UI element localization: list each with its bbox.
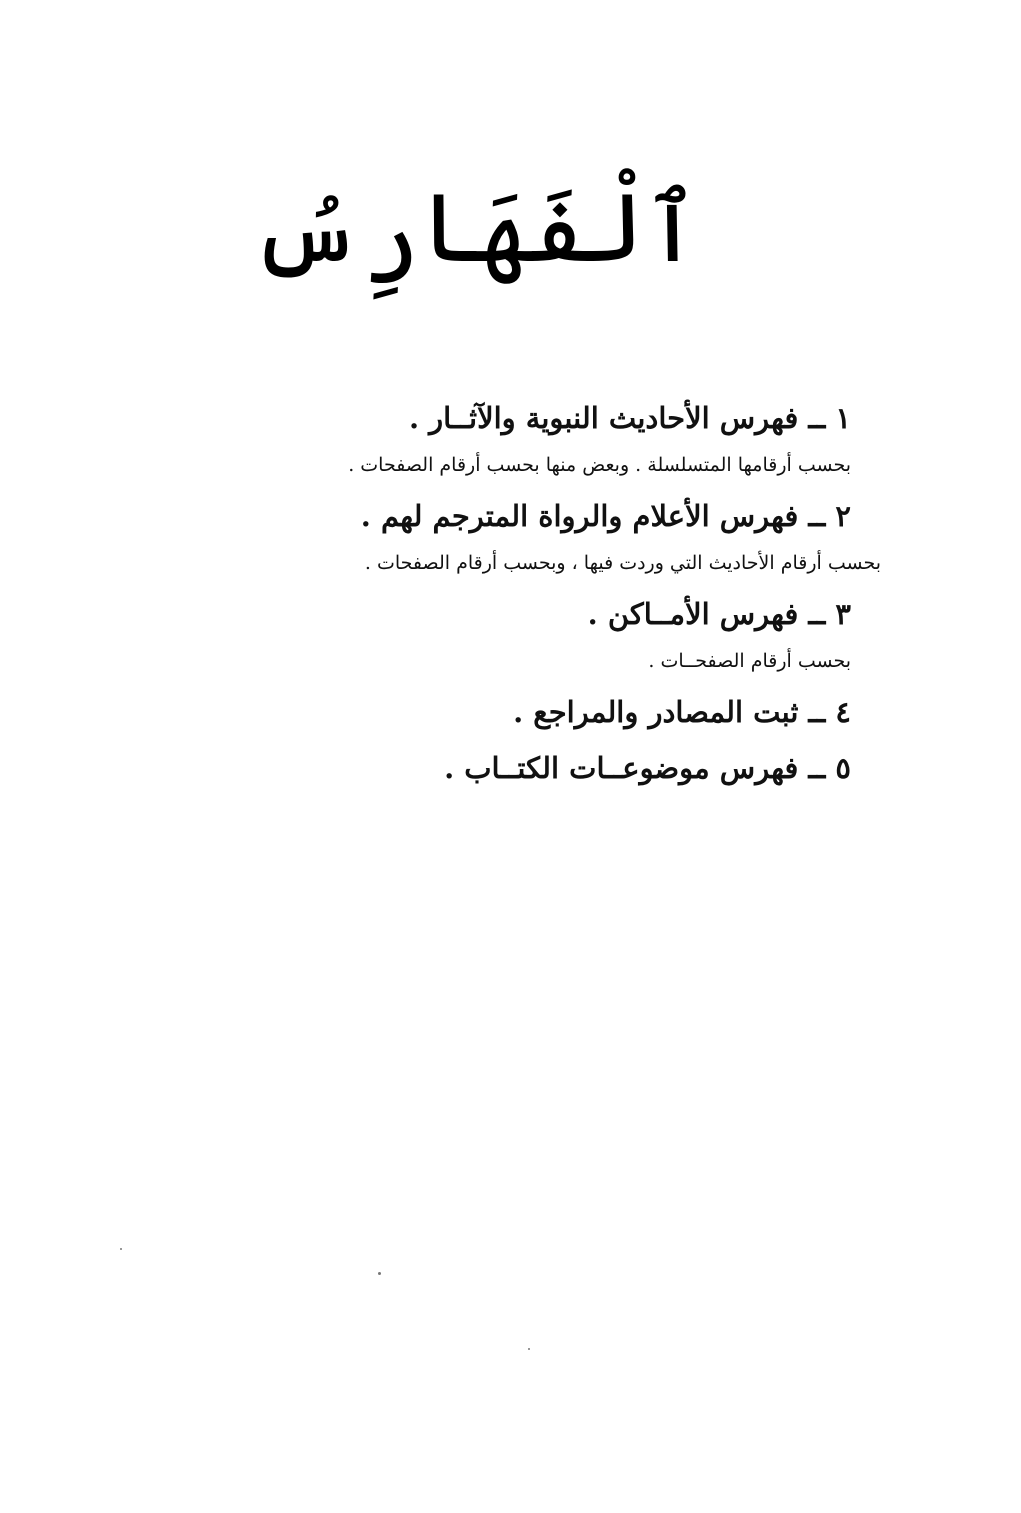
index-item-heading <box>191 494 851 538</box>
index-item <box>191 592 851 676</box>
index-item-dash: ــ <box>808 499 826 533</box>
page-title: ٱلْفَهَارِسُ <box>250 172 701 284</box>
index-item-title: ثبت المصادر والمراجع . <box>513 695 799 729</box>
scan-speck <box>120 1248 122 1250</box>
index-item-number: ٤ <box>835 695 851 729</box>
index-item <box>191 690 851 734</box>
index-item-number: ٥ <box>835 751 851 785</box>
index-item-title: فهرس الأعلام والرواة المترجم لهم . <box>360 499 799 533</box>
index-item <box>191 494 881 578</box>
index-item-title: فهرس الأمــاكن . <box>587 597 799 631</box>
index-item-description: بحسب أرقام الصفحــات . <box>648 650 851 672</box>
index-item-heading <box>191 746 851 790</box>
scan-speck <box>528 1348 530 1350</box>
index-item <box>191 396 851 480</box>
index-item-number: ١ <box>835 401 851 435</box>
index-item-title: فهرس موضوعــات الكتــاب . <box>444 751 799 785</box>
index-item-number: ٢ <box>835 499 851 533</box>
index-item-dash: ــ <box>808 401 826 435</box>
index-item-description: بحسب أرقامها المتسلسلة . وبعض منها بحسب أرقام الصفحات . <box>348 454 851 476</box>
index-item-heading <box>191 690 851 734</box>
index-item-dash: ــ <box>808 751 826 785</box>
index-item <box>191 746 851 790</box>
index-item-description: بحسب أرقام الأحاديث التي وردت فيها ، وبحسب أرقام الصفحات . <box>364 552 881 574</box>
index-item-heading <box>191 396 851 440</box>
index-item-dash: ــ <box>808 695 826 729</box>
scan-speck <box>378 1272 381 1275</box>
index-item-title: فهرس الأحاديث النبوية والآثــار . <box>408 401 799 435</box>
index-item-dash: ــ <box>808 597 826 631</box>
index-list <box>191 396 881 790</box>
index-item-number: ٣ <box>835 597 851 631</box>
index-item-heading <box>191 592 851 636</box>
